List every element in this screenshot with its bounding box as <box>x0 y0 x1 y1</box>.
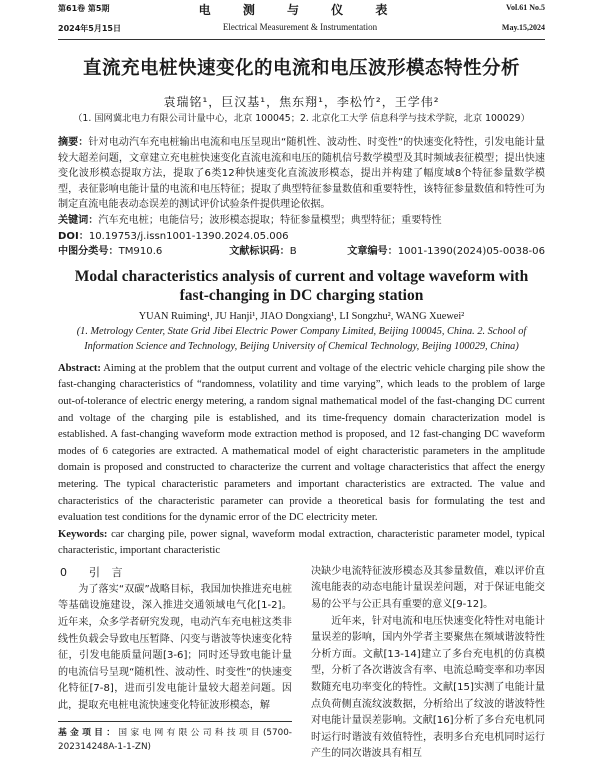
two-column-body <box>58 564 545 763</box>
classification-text: TM910.6 <box>118 246 163 258</box>
classification-label: 中图分类号： <box>58 246 119 258</box>
abstract-en-text: Aiming at the problem that the output current and voltage of the electric vehicle charging pile show the fast-changing characteristics of “randomness, volatility and time varying”, which leads to the problem of large out-of-tolerance of electric energy metering, a random signal mathematical model of the fast-changing DC current and voltage of the charging pile is established, and its time-frequency domain characterization model is established. A fast-changing waveform mode extraction method is proposed, and 12 fast-changing DC waveform modes of 6 categories are extracted. A mathematical model of eight characteristic parameters in the amplitude domain is proposed and constructed to characterize the current and voltage characteristics that affect the energy metering. The typical characteristic parameters and important characteristics are extracted. The value and characteristics of the characteristic parameter can provide a theoretical basis for formulating the test and evaluation test conditions for the dynamic error of the DC electricity meter. <box>58 362 545 524</box>
classification-row <box>58 244 545 260</box>
volume-issue-en: Vol.61 No.5 <box>505 3 545 12</box>
keywords-en-label: Keywords: <box>58 528 108 540</box>
footnote-rule <box>58 721 292 722</box>
affiliation-cn: （1. 国网冀北电力有限公司计量中心，北京 100045；2. 北京化工大学 信息科学与技术学院，北京 100029） <box>73 113 530 124</box>
article-number <box>347 244 545 260</box>
section-heading <box>58 564 292 582</box>
classification <box>58 244 229 260</box>
keywords-en-text: car charging pile, power signal, waveform modal extraction, characteristic parameter model, typical characteristic, important characteristic <box>58 528 545 557</box>
title-cn: 直流充电桩快速变化的电流和电压波形模态特性分析 <box>82 58 520 79</box>
authors-cn: 袁瑞铭¹，巨汉基¹，焦东翔¹，李松竹²，王学伟² <box>163 95 440 109</box>
article-number-text: 1001-1390(2024)05-0038-06 <box>397 246 545 258</box>
keywords-en <box>58 527 545 560</box>
body-right-paragraph-1: 决缺少电流特征波形模态及其参量数值，难以评价直流电能表的动态电能计量误差问题，对于保证电能交易的公平与公正具有重要的意义[9-12]。 <box>311 565 545 611</box>
article-body <box>58 0 545 763</box>
volume-issue-cn: 第61卷 第5期 <box>58 4 110 13</box>
footnote-text: 国家电网有限公司科技项目(5700-202314248A-1-1-ZN) <box>58 727 292 752</box>
date-en: May.15,2024 <box>501 23 545 32</box>
keywords-cn <box>58 213 545 229</box>
footnote-fund <box>58 726 292 754</box>
body-right-paragraph-2: 近年来，针对电流和电压快速变化特性对电能计量误差的影响，国内外学者主要聚焦在频域谐波特性分析方面。文献[13-14]建立了多台充电机的仿真模型，分析了各次谐波含有率、电流总畸变率和功率因数随充电功率变化的特性。文献[15]实测了电能计量点负荷侧直流纹波数据，分析给出了纹波的谐波特性对电能计量误差影响。文献[16]分析了多台充电机同时运行时谐波有效值特性，表明多台充电机同时运行产生的同次谐波具有相互 <box>311 615 545 760</box>
article-number-label: 文章编号： <box>347 246 398 258</box>
authors-en: YUAN Ruiming¹, JU Hanji¹, JIAO Dongxiang¹, LI Songzhu², WANG Xuewei² <box>138 310 465 322</box>
section-number: 0 <box>60 565 67 579</box>
document-code-text: B <box>289 246 297 258</box>
abstract-en <box>58 361 545 527</box>
abstract-en-label: Abstract: <box>58 362 101 374</box>
section-title: 引 言 <box>89 565 127 579</box>
footnote-label: 基金项目： <box>58 727 119 738</box>
body-left-paragraph: 为了落实“双碳”战略目标，我国加快推进充电桩等基础设施建设，深入推进交通领域电气化[1-2]。近年来，众多学者研究发现，电动汽车充电桩这类非线性负载会导致电压暂降、闪变与谐波等快速变化特征，引发电能质量问题[3-6]；同时还导致电能计量的电流信号呈现“随机性、波动性、时变性”的快速变化特征[7-8]，进而引发电能计量较大超差问题。因此，提取充电桩电流快速变化特征波形模态，解 <box>58 583 292 712</box>
document-code-label: 文献标识码： <box>229 246 290 258</box>
doi <box>58 229 545 245</box>
doi-text: 10.19753/j.issn1001-1390.2024.05.006 <box>88 230 289 242</box>
journal-name-en: Electrical Measurement & Instrumentation <box>222 22 378 32</box>
abstract-cn-label: 摘要： <box>58 137 89 148</box>
doi-label: DOI： <box>58 230 89 242</box>
journal-name-cn: 电 测 与 仪 表 <box>198 3 402 17</box>
right-column <box>311 564 545 763</box>
title-en <box>58 267 545 305</box>
date-cn: 2024年5月15日 <box>58 24 121 33</box>
keywords-cn-label: 关键词： <box>58 214 99 226</box>
abstract-cn-text: 针对电动汽车充电桩输出电流和电压呈现出“随机性、波动性、时变性”的快速变化特性，引发电能计量较大超差问题，文章建立充电桩快速变化直流电流和电压的随机信号数学模型及其时频域表征模型；提出快速变化波形模态提取方法，提取了6类12种快速变化直流波形模态，提出并构建了幅度域8个特征参量数学模型，表征影响电能计量的电流和电压特征；提取了典型特征参量数值和重要特性，该特征参量数值和特性可为制定直流电能表动态误差的测试评价试验条件提供理论依据。 <box>58 137 545 211</box>
document-code <box>229 244 347 260</box>
title-en-text: Modal characteristics analysis of current and voltage waveform with fast-changing in DC charging station <box>74 267 529 304</box>
left-column <box>58 564 292 763</box>
keywords-cn-text: 汽车充电桩；电能信号；波形模态提取；特征参量模型；典型特征；重要特性 <box>98 214 442 226</box>
affiliation-en: (1. Metrology Center, State Grid Jibei Electric Power Company Limited, Beijing 100045, China. 2. School of Information Science and Technology, Beijing University of Chemical Technology, Beijing 100029, China) <box>76 325 527 353</box>
abstract-cn <box>58 135 545 213</box>
